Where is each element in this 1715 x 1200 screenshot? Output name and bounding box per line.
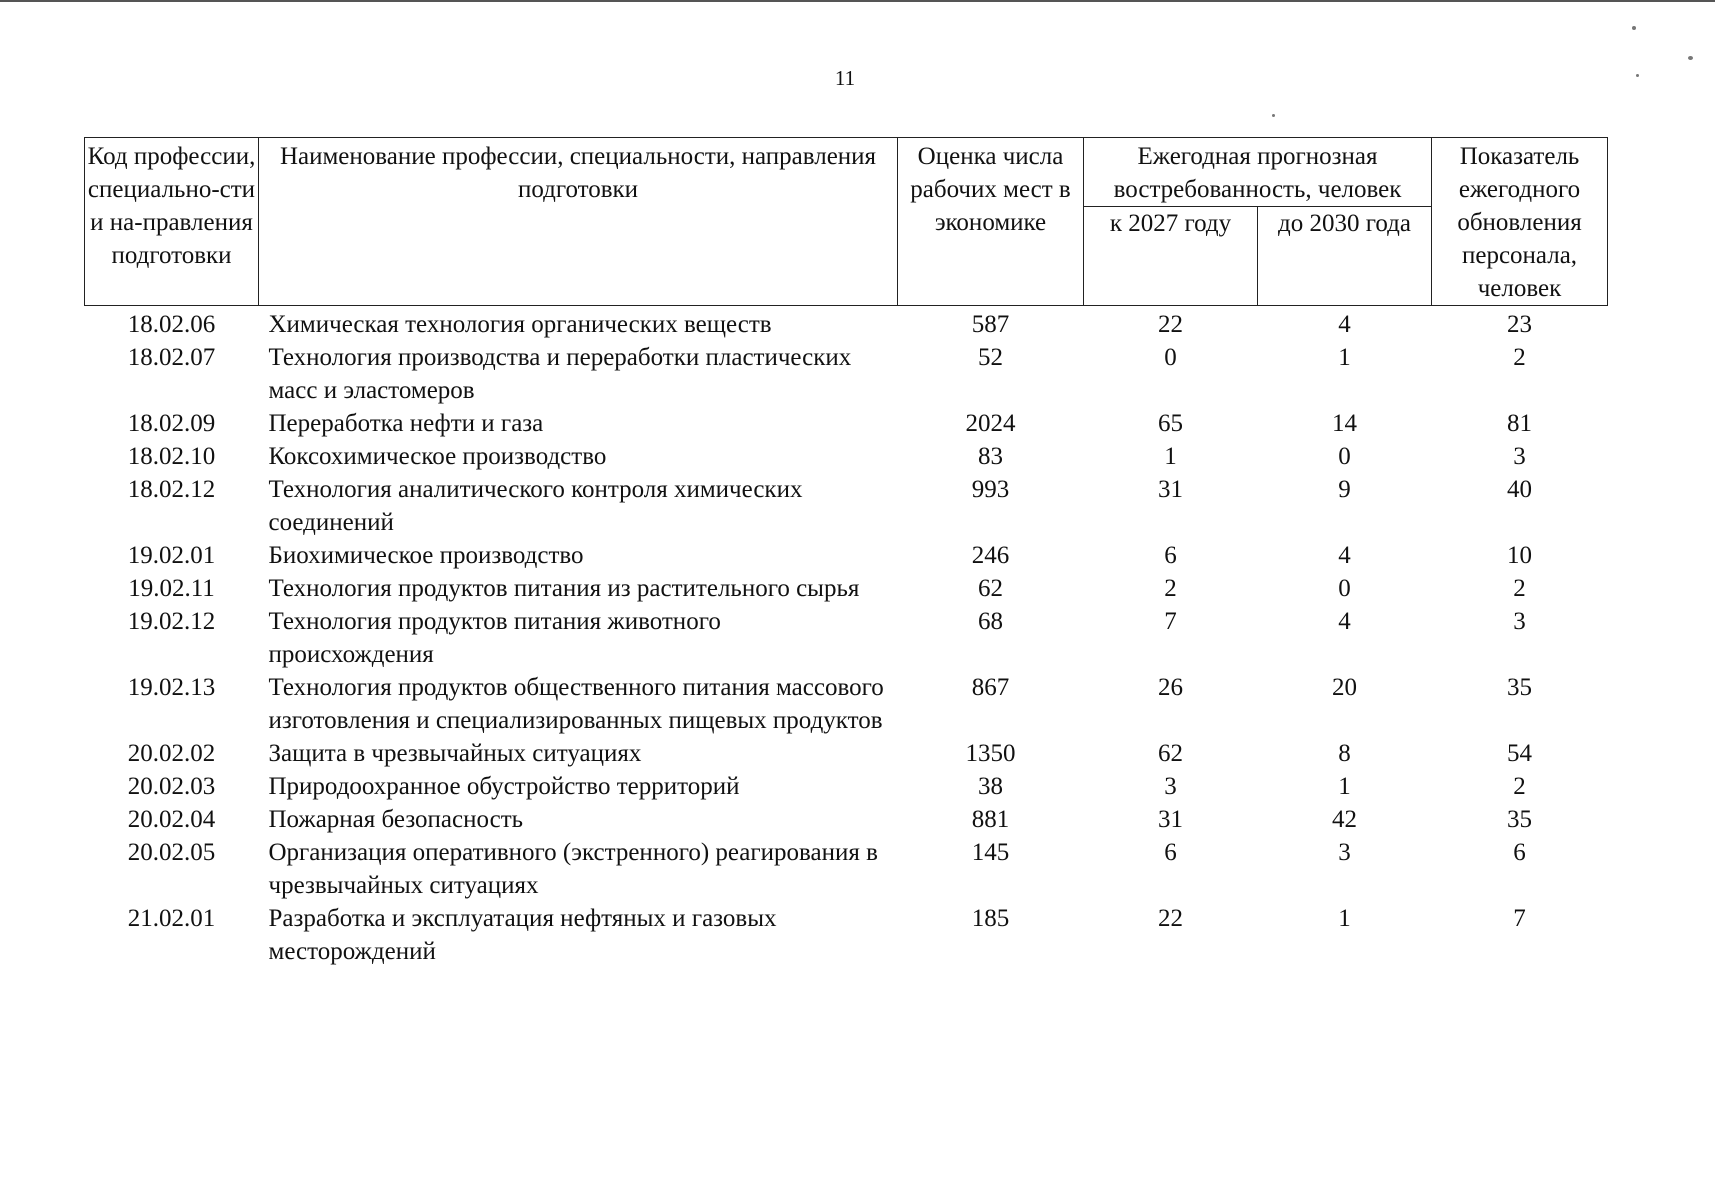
header-name: Наименование профессии, специальности, направления подготовки: [259, 138, 898, 306]
table-row: [85, 473, 1608, 539]
scan-speck: [1272, 114, 1275, 117]
cell-name: Технология производства и переработки пластических масс и эластомеров: [268, 344, 852, 404]
cell-demand-2027: 6: [1164, 839, 1177, 866]
table-row: [85, 803, 1608, 836]
cell-demand-2027: 31: [1158, 806, 1183, 833]
cell-jobs: 867: [971, 674, 1010, 701]
cell-demand-2027: 7: [1164, 608, 1177, 635]
cell-code: 18.02.06: [127, 311, 216, 338]
scan-speck: [1632, 26, 1636, 30]
cell-code: 20.02.05: [127, 839, 216, 866]
table-row: [85, 539, 1608, 572]
cell-code: 18.02.10: [127, 443, 216, 470]
cell-jobs: 2024: [965, 410, 1016, 437]
cell-name: Переработка нефти и газа: [268, 410, 544, 437]
cell-name: Технология аналитического контроля химических соединений: [268, 476, 803, 536]
cell-jobs: 145: [971, 839, 1010, 866]
header-jobs: Оценка числа рабочих мест в экономике: [898, 138, 1084, 306]
cell-renewal: 23: [1507, 311, 1533, 338]
cell-demand-2027: 22: [1158, 311, 1183, 338]
cell-demand-2027: 3: [1164, 773, 1177, 800]
cell-demand-2027: 0: [1164, 344, 1177, 371]
cell-code: 19.02.13: [127, 674, 216, 701]
table-row: [85, 572, 1608, 605]
cell-demand-2030: 1: [1338, 773, 1351, 800]
demand-table: [84, 137, 1608, 968]
cell-renewal: 3: [1513, 608, 1526, 635]
cell-demand-2027: 1: [1164, 443, 1177, 470]
cell-name: Разработка и эксплуатация нефтяных и газовых месторождений: [268, 905, 777, 965]
cell-code: 18.02.12: [127, 476, 216, 503]
cell-demand-2030: 42: [1332, 806, 1357, 833]
cell-demand-2027: 6: [1164, 542, 1177, 569]
header-code: Код профессии, специально-сти и на-правления подготовки: [85, 138, 259, 306]
table-row: [85, 902, 1608, 968]
scan-speck: [1688, 56, 1693, 60]
cell-code: 19.02.12: [127, 608, 216, 635]
cell-code: 18.02.07: [127, 344, 216, 371]
cell-name: Технология продуктов питания животного происхождения: [268, 608, 721, 668]
cell-name: Пожарная безопасность: [268, 806, 524, 833]
cell-renewal: 40: [1507, 476, 1533, 503]
table-row: [85, 605, 1608, 671]
cell-demand-2030: 8: [1338, 740, 1351, 767]
cell-demand-2030: 0: [1338, 443, 1351, 470]
cell-code: 21.02.01: [127, 905, 216, 932]
cell-code: 18.02.09: [127, 410, 216, 437]
header-renewal: Показатель ежегодного обновления персонала, человек: [1432, 138, 1608, 306]
cell-renewal: 3: [1513, 443, 1526, 470]
cell-renewal: 2: [1513, 575, 1526, 602]
cell-renewal: 2: [1513, 344, 1526, 371]
cell-demand-2027: 26: [1158, 674, 1183, 701]
cell-jobs: 993: [971, 476, 1010, 503]
cell-demand-2030: 20: [1332, 674, 1357, 701]
cell-demand-2030: 3: [1338, 839, 1351, 866]
cell-demand-2030: 4: [1338, 311, 1351, 338]
cell-demand-2030: 4: [1338, 608, 1351, 635]
table-row: [85, 407, 1608, 440]
header-demand-2030: до 2030 года: [1258, 207, 1432, 306]
cell-jobs: 587: [971, 311, 1010, 338]
table-body: [85, 306, 1608, 969]
cell-renewal: 54: [1507, 740, 1533, 767]
table-row: [85, 341, 1608, 407]
cell-demand-2030: 1: [1338, 344, 1351, 371]
cell-renewal: 6: [1513, 839, 1526, 866]
cell-jobs: 62: [978, 575, 1003, 602]
cell-code: 20.02.04: [127, 806, 216, 833]
header-demand-2027: к 2027 году: [1084, 207, 1258, 306]
cell-jobs: 246: [971, 542, 1010, 569]
cell-renewal: 2: [1513, 773, 1526, 800]
scan-top-edge: [0, 0, 1715, 2]
cell-code: 20.02.03: [127, 773, 216, 800]
table-row: [85, 440, 1608, 473]
cell-jobs: 68: [978, 608, 1003, 635]
cell-demand-2030: 0: [1338, 575, 1351, 602]
cell-renewal: 10: [1507, 542, 1533, 569]
table-row: [85, 671, 1608, 737]
cell-demand-2027: 65: [1158, 410, 1183, 437]
cell-name: Биохимическое производство: [268, 542, 584, 569]
page-number: 11: [834, 66, 856, 90]
cell-name: Природоохранное обустройство территорий: [268, 773, 740, 800]
cell-name: Химическая технология органических веществ: [268, 311, 772, 338]
cell-renewal: 35: [1507, 674, 1533, 701]
cell-code: 19.02.11: [128, 575, 215, 602]
table-row: [85, 306, 1608, 342]
cell-name: Организация оперативного (экстренного) реагирования в чрезвычайных ситуациях: [268, 839, 878, 899]
table-header: [85, 138, 1608, 306]
cell-renewal: 7: [1513, 905, 1526, 932]
cell-renewal: 35: [1507, 806, 1533, 833]
cell-jobs: 185: [971, 905, 1010, 932]
cell-demand-2030: 4: [1338, 542, 1351, 569]
cell-jobs: 881: [971, 806, 1010, 833]
header-demand: Ежегодная прогнозная востребованность, человек: [1084, 138, 1432, 207]
table-row: [85, 737, 1608, 770]
cell-demand-2030: 14: [1332, 410, 1357, 437]
cell-jobs: 83: [978, 443, 1003, 470]
cell-demand-2027: 31: [1158, 476, 1183, 503]
cell-code: 19.02.01: [127, 542, 216, 569]
cell-demand-2027: 22: [1158, 905, 1183, 932]
scan-speck: [1636, 74, 1639, 77]
cell-name: Защита в чрезвычайных ситуациях: [268, 740, 642, 767]
cell-jobs: 38: [978, 773, 1003, 800]
cell-demand-2030: 9: [1338, 476, 1351, 503]
cell-renewal: 81: [1507, 410, 1533, 437]
cell-name: Коксохимическое производство: [268, 443, 607, 470]
cell-name: Технология продуктов общественного питания массового изготовления и специализированных пищевых продуктов: [268, 674, 884, 734]
cell-name: Технология продуктов питания из растительного сырья: [268, 575, 860, 602]
cell-demand-2030: 1: [1338, 905, 1351, 932]
cell-demand-2027: 2: [1164, 575, 1177, 602]
table-row: [85, 836, 1608, 902]
cell-jobs: 1350: [965, 740, 1016, 767]
cell-jobs: 52: [978, 344, 1003, 371]
cell-code: 20.02.02: [127, 740, 216, 767]
table-row: [85, 770, 1608, 803]
cell-demand-2027: 62: [1158, 740, 1183, 767]
